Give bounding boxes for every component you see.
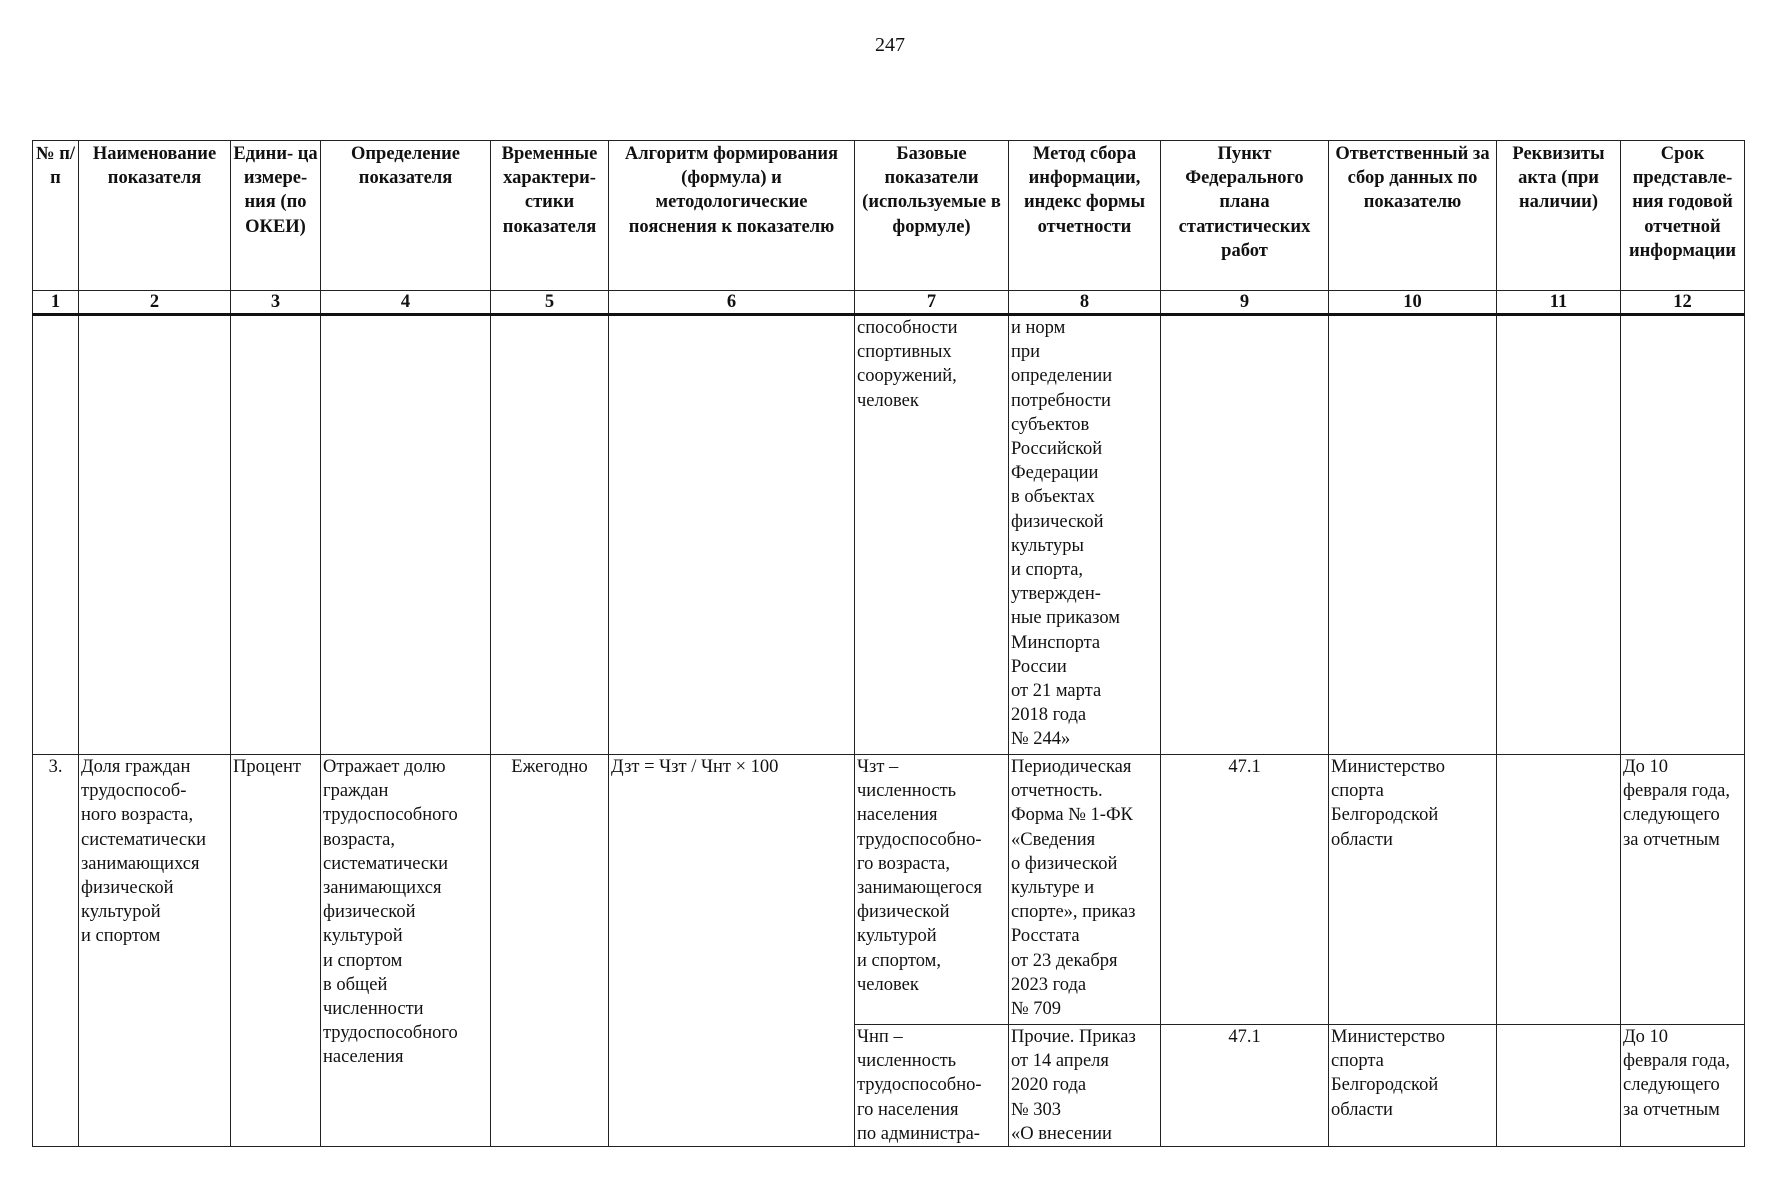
header-col-3: Едини- ца измере- ния (по ОКЕИ) — [231, 141, 321, 291]
reporting-deadline: До 10 февраля года, следующего за отчетным — [1621, 1025, 1745, 1147]
header-col-10: Ответственный за сбор данных по показателю — [1329, 141, 1497, 291]
empty-cell — [1497, 315, 1621, 755]
federal-plan-item: 47.1 — [1161, 755, 1329, 1025]
table-row — [33, 755, 1745, 1025]
header-col-9: Пункт Федерального плана статистических работ — [1161, 141, 1329, 291]
header-col-6: Алгоритм формирования (формула) и методологические пояснения к показателю — [609, 141, 855, 291]
indicator-name: Доля граждан трудоспособ- ного возраста, систематически занимающихся физической культурой и спортом — [79, 755, 231, 1147]
header-col-5: Временные характери- стики показателя — [491, 141, 609, 291]
page-number: 247 — [875, 34, 905, 56]
column-number: 10 — [1329, 291, 1497, 315]
base-indicators-continued: способности спортивных сооружений, человек — [855, 315, 1009, 755]
base-indicator: Чзт – численность населения трудоспособно- го возраста, занимающегося физической культурой и спортом, человек — [855, 755, 1009, 1025]
empty-cell — [1329, 315, 1497, 755]
column-number: 4 — [321, 291, 491, 315]
empty-cell — [1621, 315, 1745, 755]
column-number: 9 — [1161, 291, 1329, 315]
reporting-deadline: До 10 февраля года, следующего за отчетным — [1621, 755, 1745, 1025]
column-number: 11 — [1497, 291, 1621, 315]
empty-cell — [231, 315, 321, 755]
column-number: 3 — [231, 291, 321, 315]
header-col-2: Наименование показателя — [79, 141, 231, 291]
empty-cell — [321, 315, 491, 755]
column-number-row — [33, 291, 1745, 315]
collection-method: Прочие. Приказ от 14 апреля 2020 года № 303 «О внесении — [1009, 1025, 1161, 1147]
act-details — [1497, 755, 1621, 1025]
column-number: 6 — [609, 291, 855, 315]
responsible-body: Министерство спорта Белгородской области — [1329, 755, 1497, 1025]
collection-method: Периодическая отчетность. Форма № 1-ФК «Сведения о физической культуре и спорте», приказ Росстата от 23 декабря 2023 года № 709 — [1009, 755, 1161, 1025]
indicator-definition: Отражает долю граждан трудоспособного возраста, систематически занимающихся физической культурой и спортом в общей численности трудоспособного населения — [321, 755, 491, 1147]
responsible-body: Министерство спорта Белгородской области — [1329, 1025, 1497, 1147]
column-number: 1 — [33, 291, 79, 315]
column-number: 2 — [79, 291, 231, 315]
unit-of-measure: Процент — [231, 755, 321, 1147]
column-number: 7 — [855, 291, 1009, 315]
empty-cell — [491, 315, 609, 755]
column-number: 8 — [1009, 291, 1161, 315]
empty-cell — [79, 315, 231, 755]
header-col-1: № п/п — [33, 141, 79, 291]
column-number: 12 — [1621, 291, 1745, 315]
header-col-8: Метод сбора информации, индекс формы отчетности — [1009, 141, 1161, 291]
formula: Дзт = Чзт / Чнт × 100 — [609, 755, 855, 1147]
header-col-12: Срок представле- ния годовой отчетной информации — [1621, 141, 1745, 291]
empty-cell — [33, 315, 79, 755]
collection-method-continued: и норм при определении потребности субъектов Российской Федерации в объектах физической культуры и спорта, утвержден- ные приказом Минспорта России от 21 марта 2018 года № 244» — [1009, 315, 1161, 755]
indicators-table — [32, 140, 1745, 1147]
column-number: 5 — [491, 291, 609, 315]
header-col-11: Реквизиты акта (при наличии) — [1497, 141, 1621, 291]
header-col-4: Определение показателя — [321, 141, 491, 291]
empty-cell — [609, 315, 855, 755]
time-characteristics: Ежегодно — [491, 755, 609, 1147]
empty-cell — [1161, 315, 1329, 755]
base-indicator: Чнп – численность трудоспособно- го населения по администра- — [855, 1025, 1009, 1147]
row-number: 3. — [33, 755, 79, 1147]
federal-plan-item: 47.1 — [1161, 1025, 1329, 1147]
header-row — [33, 141, 1745, 291]
act-details — [1497, 1025, 1621, 1147]
continuation-row — [33, 315, 1745, 755]
header-col-7: Базовые показатели (используемые в формуле) — [855, 141, 1009, 291]
